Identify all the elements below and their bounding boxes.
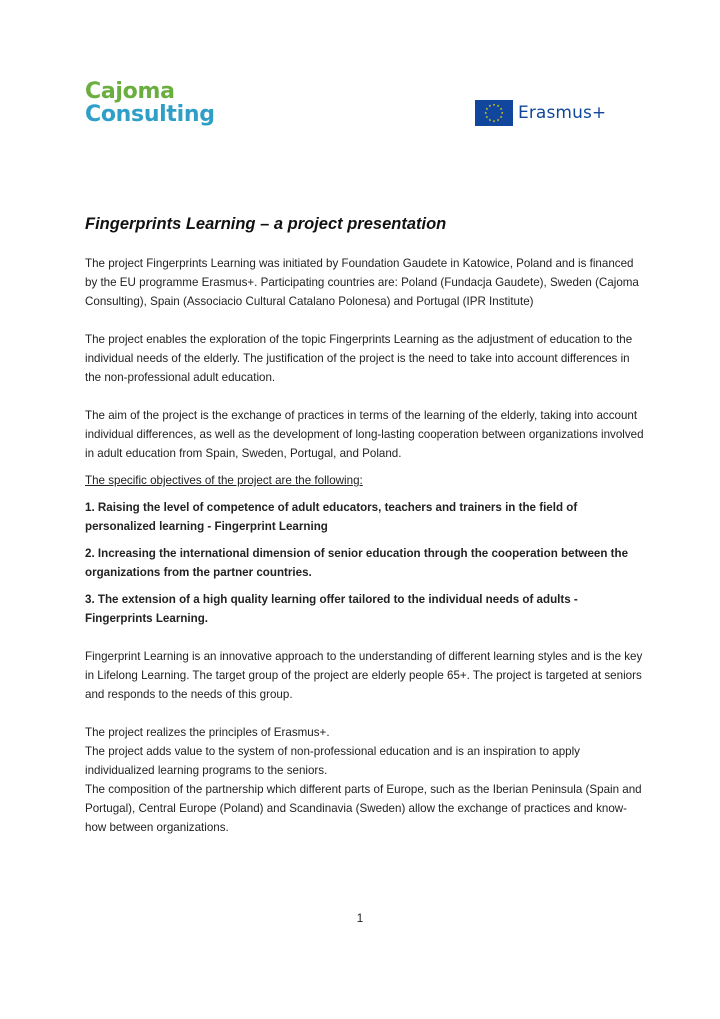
eu-star [489, 118, 492, 120]
eu-star [493, 103, 496, 105]
paragraph-principles: The project realizes the principles of Erasmus+. [85, 726, 330, 739]
eu-star [500, 107, 503, 109]
objective-3: 3. The extension of a high quality learning offer tailored to the individual needs of adults - Fingerprints Learning. [85, 593, 578, 625]
eu-star [500, 115, 503, 117]
erasmus-logo-text: Erasmus+ [518, 102, 607, 123]
objective-2: 2. Increasing the international dimension of senior education through the cooperation between the organizations from the partner countries. [85, 547, 629, 579]
eu-star [501, 111, 504, 113]
eu-flag-icon [475, 100, 513, 126]
eu-star [486, 115, 489, 117]
paragraph-value: The project adds value to the system of non-professional education and is an inspiration to apply individualized learning programs to the seniors. [85, 745, 580, 777]
objectives-heading: The specific objectives of the project are the following: [85, 474, 363, 487]
objective-1: 1. Raising the level of competence of adult educators, teachers and trainers in the field of personalized learning - Fingerprint Learning [85, 501, 578, 533]
eu-star [489, 104, 492, 106]
cajoma-consulting-logo [85, 80, 215, 126]
eu-star [493, 119, 496, 121]
cajoma-logo-line2: Consulting [85, 102, 215, 127]
eu-star [485, 111, 488, 113]
paragraph-intro: The project Fingerprints Learning was initiated by Foundation Gaudete in Katowice, Poland and is financed by the EU programme Erasmus+. Participating countries are: Poland (Fundacja Gaudete), Sweden (Cajoma Consulting), Spain (Associacio Cultural Catalano Polonesa) and Portugal (IPR Institute) [85, 257, 639, 308]
cajoma-logo-line1: Cajoma [85, 79, 175, 104]
eu-star [497, 104, 500, 106]
page-number: 1 [356, 912, 364, 925]
erasmus-plus-logo [475, 99, 606, 126]
paragraph-exploration: The project enables the exploration of the topic Fingerprints Learning as the adjustment of education to the individual needs of the elderly. The justification of the project is the need to take into account differences in the non-professional adult education. [85, 333, 633, 384]
paragraph-fingerprint-learning: Fingerprint Learning is an innovative approach to the understanding of different learning styles and is the key in Lifelong Learning. The target group of the project are elderly people 65+. The project is targeted at seniors and responds to the needs of this group. [85, 650, 643, 701]
eu-star [497, 118, 500, 120]
paragraph-aim: The aim of the project is the exchange of practices in terms of the learning of the elderly, taking into account individual differences, as well as the development of long-lasting cooperation between organizations involved in adult education from Spain, Sweden, Portugal, and Poland. [85, 409, 644, 460]
document-body [85, 215, 645, 837]
paragraph-partnership: The composition of the partnership which different parts of Europe, such as the Iberian Peninsula (Spain and Portugal), Central Europe (Poland) and Scandinavia (Sweden) allow the exchange of practices and know-how between organizations. [85, 783, 642, 834]
eu-star [486, 107, 489, 109]
document-title: Fingerprints Learning – a project presentation [85, 215, 447, 233]
